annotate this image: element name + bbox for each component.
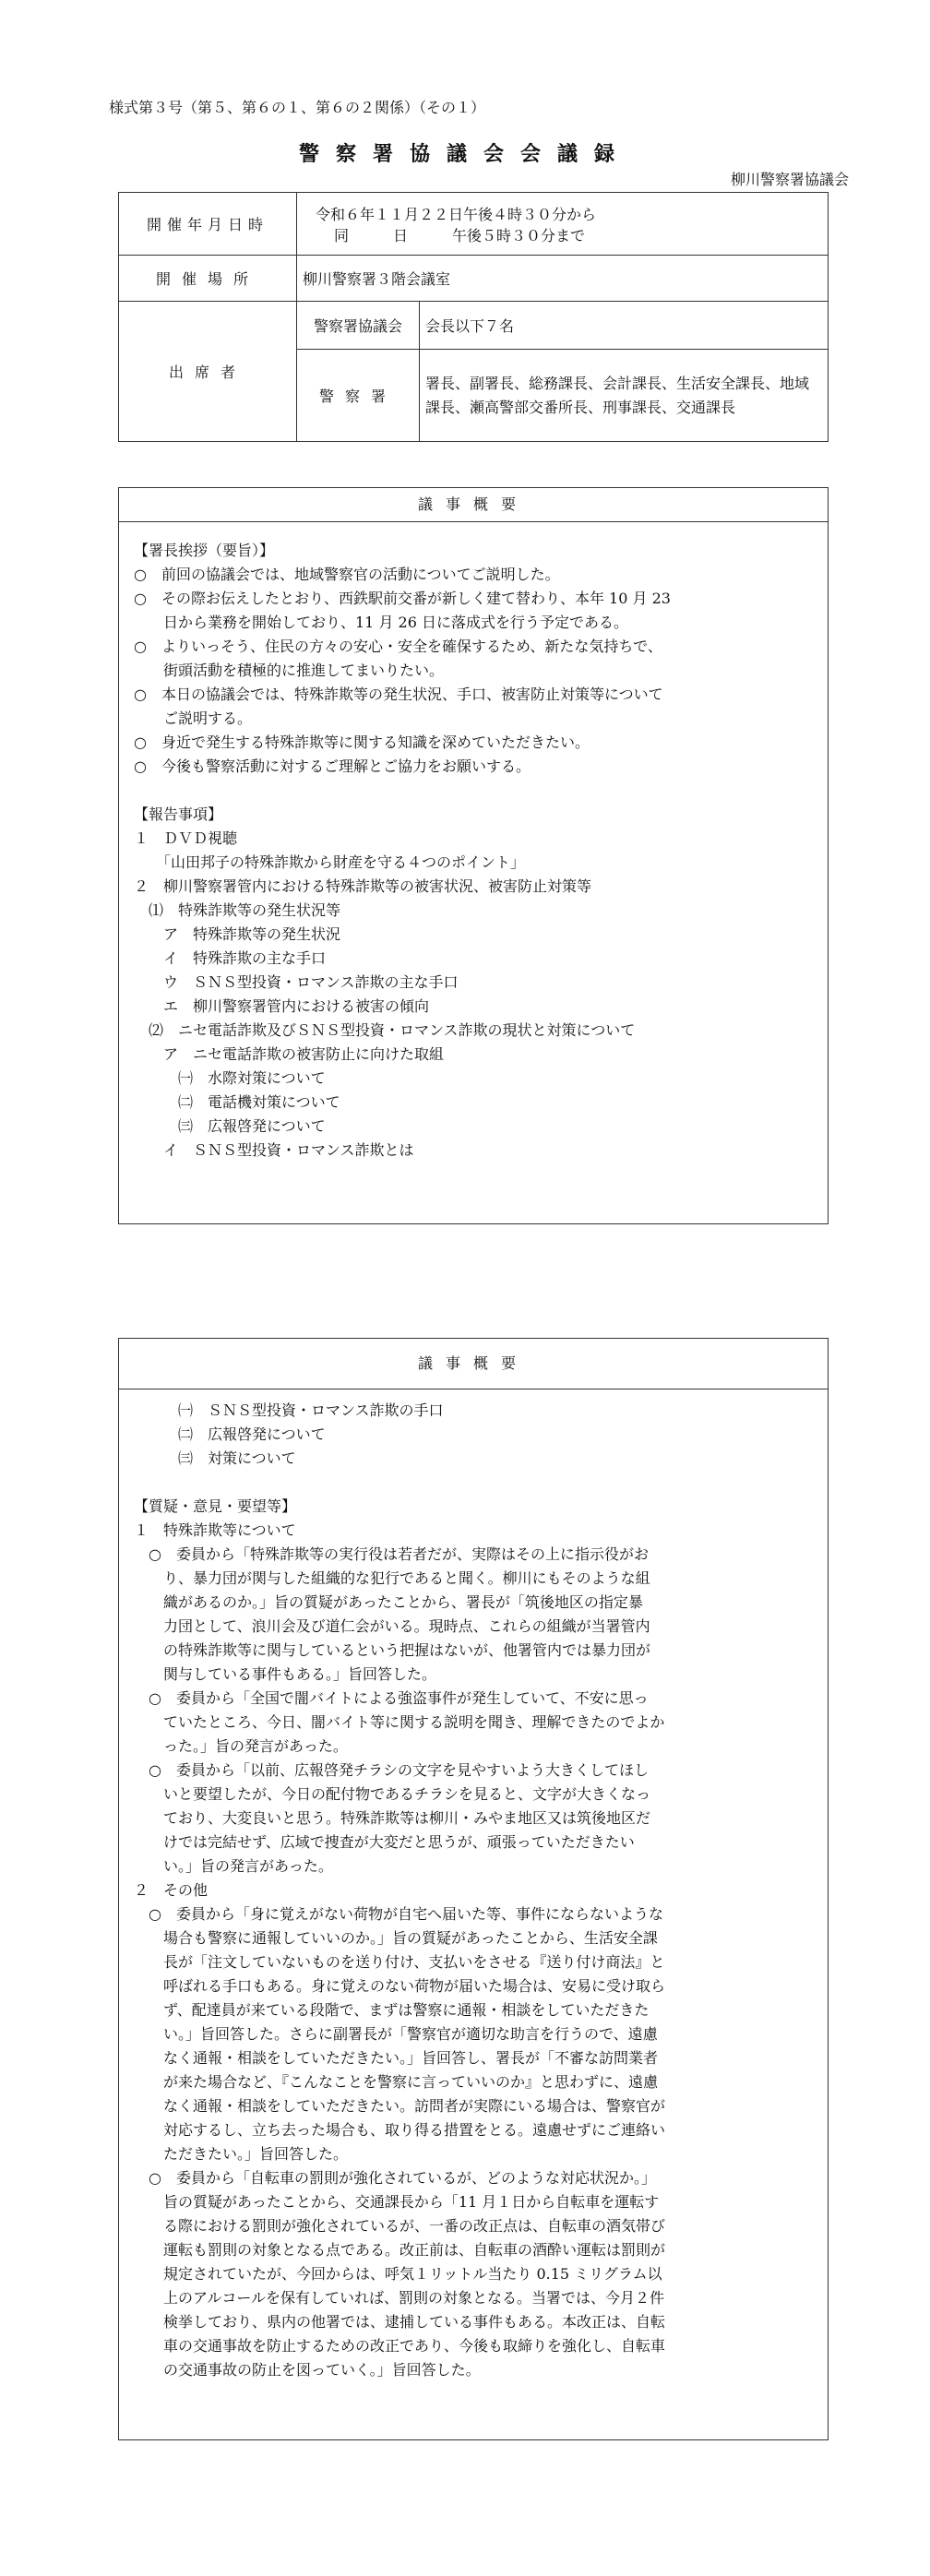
summary-line: 車の交通事故を防止するための改正であり、今後も取締りを強化し、自転車 [134, 2337, 666, 2355]
summary-line [134, 1471, 828, 1495]
summary-line: 上のアルコールを保有していれば、罰則の対象となる。当署では、今月２件 [134, 2289, 665, 2307]
summary-line: ア 特殊詐欺等の発生状況 [134, 925, 341, 943]
summary-line: ただきたい。」旨回答した。 [134, 2145, 349, 2163]
summary-line: る際における罰則が強化されているが、一番の改正点は、自転車の酒気帯び [134, 2217, 666, 2235]
summary-line: ○ 本日の協議会では、特殊詐欺等の発生状況、手口、被害防止対策等について [134, 686, 663, 703]
summary-line: ㈢ 広報啓発について [134, 1117, 326, 1135]
summary-line: ず、配達員が来ている段階で、まずは警察に通報・相談をしていただきた [134, 2001, 650, 2019]
summary-line: ご説明する。 [134, 710, 253, 727]
date-line-1: 令和６年１１月２２日午後４時３０分から [316, 205, 597, 223]
summary-line: ２ その他 [134, 1881, 209, 1899]
summary-line: い。」旨回答した。さらに副署長が「警察官が適切な助言を行うので、遠慮 [134, 2025, 658, 2043]
summary-line: い。」旨の発言があった。 [134, 1857, 333, 1875]
summary-line: の特殊詐欺等に関与しているという把握はないが、他署管内では暴力団が [134, 1641, 651, 1659]
summary-line: ⑵ ニセ電話詐欺及びＳＮＳ型投資・ロマンス詐欺の現状と対策について [134, 1021, 636, 1039]
summary-line: けでは完結せず、広域で捜査が大変だと思うが、頑張っていただきたい [134, 1833, 635, 1851]
date-label: 開催年月日時 [119, 193, 297, 256]
date-line-2: 同 日 午後５時３０分まで [334, 226, 586, 244]
summary-line: いと要望したが、今日の配付物であるチラシを見ると、文字が大きくなっ [134, 1785, 651, 1803]
summary-line: 場合も警察に通報していいのか。」旨の質疑があったことから、生活安全課 [134, 1929, 658, 1947]
summary-header-box-1 [118, 487, 829, 522]
summary-line: ㈡ 広報啓発について [134, 1425, 326, 1443]
summary-line: 【署長挨拶（要旨）】 [134, 542, 275, 559]
summary-line: 規定されていたが、今回からは、呼気１リットル当たり 0.15 ミリグラム以 [134, 2265, 662, 2283]
summary-line: 呼ばれる手口もある。身に覚えのない荷物が届いた場合は、安易に受け取ら [134, 1977, 666, 1995]
summary-line: 【報告事項】 [134, 805, 223, 823]
summary-line: ㈠ 水際対策について [134, 1069, 326, 1087]
summary-line [134, 779, 828, 803]
summary-line: ㈠ ＳＮＳ型投資・ロマンス詐欺の手口 [134, 1401, 444, 1419]
summary-line: イ ＳＮＳ型投資・ロマンス詐欺とは [134, 1141, 414, 1159]
document-title: 警察署協議会会議録 [298, 142, 631, 166]
summary-line: ㈢ 対策について [134, 1449, 296, 1467]
summary-line: ○ その際お伝えしたとおり、西鉄駅前交番が新しく建て替わり、本年 10 月 23 [134, 590, 671, 607]
place-label: 開催場所 [119, 256, 297, 302]
summary-line: ○ 前回の協議会では、地域警察官の活動についてご説明した。 [134, 566, 560, 583]
summary-line: ○ 委員から「以前、広報啓発チラシの文字を見やすいよう大きくしてほし [134, 1761, 649, 1779]
meeting-info-table [118, 192, 829, 442]
summary-line: 街頭活動を積極的に推進してまいりたい。 [134, 662, 445, 679]
place-value: 柳川警察署３階会議室 [297, 256, 829, 302]
summary-line: ○ 委員から「身に覚えがない荷物が自宅へ届いた等、事件にならないような [134, 1905, 663, 1923]
summary-line: 「山田邦子の特殊詐欺から財産を守る４つのポイント」 [134, 853, 526, 871]
council-label: 警察署協議会 [297, 302, 420, 350]
summary-line: ており、大変良いと思う。特殊詐欺等は柳川・みやま地区又は筑後地区だ [134, 1809, 651, 1827]
summary-header-box-2 [118, 1338, 829, 1389]
summary-line: った。」旨の発言があった。 [134, 1737, 348, 1755]
council-value: 会長以下７名 [420, 302, 829, 350]
summary-line: の交通事故の防止を図っていく。」旨回答した。 [134, 2361, 481, 2379]
summary-line: 力団として、浪川会及び道仁会がいる。現時点、これらの組織が当署管内 [134, 1617, 650, 1635]
summary-line: 旨の質疑があったことから、交通課長から「11 月１日から自転車を運転す [134, 2193, 660, 2211]
summary-line: ○ 委員から「自転車の罰則が強化されているが、どのような対応状況か。」 [134, 2169, 656, 2187]
form-number: 様式第３号（第５、第６の１、第６の２関係）（その１） [109, 99, 486, 116]
summary-line: ○ 委員から「特殊詐欺等の実行役は若者だが、実際はその上に指示役がお [134, 1545, 649, 1563]
summary-line: ていたところ、今日、闇バイト等に関する説明を聞き、理解できたのでよか [134, 1713, 665, 1731]
summary-line: １ 特殊詐欺等について [134, 1521, 296, 1539]
summary-line: なく通報・相談をしていただきたい。訪問者が実際にいる場合は、警察官が [134, 2097, 666, 2115]
police-label: 警察署 [297, 350, 420, 442]
summary-line: ○ 身近で発生する特殊詐欺等に関する知識を深めていただきたい。 [134, 733, 590, 751]
police-value: 署長、副署長、総務課長、会計課長、生活安全課長、地域課長、瀬高警部交番所長、刑事課長、交通課長 [420, 350, 829, 442]
summary-line: ウ ＳＮＳ型投資・ロマンス詐欺の主な手口 [134, 973, 459, 991]
summary-line: １ ＤＶＤ視聴 [134, 829, 238, 847]
summary-line: ア ニセ電話詐欺の被害防止に向けた取組 [134, 1045, 445, 1063]
council-name: 柳川警察署協議会 [730, 171, 849, 188]
attendees-label: 出席者 [119, 302, 297, 442]
summary-line: ㈡ 電話機対策について [134, 1093, 340, 1111]
summary-line: 日から業務を開始しており、11 月 26 日に落成式を行う予定である。 [134, 614, 628, 631]
summary-header-2: 議事概要 [417, 1354, 529, 1372]
summary-line: 織があるのか。」旨の質疑があったことから、署長が「筑後地区の指定暴 [134, 1593, 643, 1611]
summary-line: 長が「注文していないものを送り付け、支払いをさせる『送り付け商法』と [134, 1953, 665, 1971]
summary-line: 対応するし、立ち去った場合も、取り得る措置をとる。遠慮せずにご連絡い [134, 2121, 666, 2139]
summary-line: り、暴力団が関与した組織的な犯行であると聞く。柳川にもそのような組 [134, 1569, 650, 1587]
summary-line: 運転も罰則の対象となる点である。改正前は、自転車の酒酔い運転は罰則が [134, 2241, 666, 2259]
date-value [297, 193, 829, 256]
summary-line: イ 特殊詐欺の主な手口 [134, 949, 327, 967]
summary-header-1: 議事概要 [417, 495, 529, 513]
summary-line: が来た場合など、『こんなことを警察に言っていいのか』と思わずに、遠慮 [134, 2073, 659, 2091]
summary-line: エ 柳川警察署管内における被害の傾向 [134, 997, 430, 1015]
summary-line: 検挙しており、県内の他署では、逮捕している事件もある。本改正は、自転 [134, 2313, 666, 2331]
summary-line: なく通報・相談をしていただきたい。」旨回答し、署長が「不審な訪問業者 [134, 2049, 659, 2067]
summary-line: ○ 委員から「全国で闇バイトによる強盗事件が発生していて、不安に思っ [134, 1689, 649, 1707]
summary-line: ○ よりいっそう、住民の方々の安心・安全を確保するため、新たな気持ちで、 [134, 638, 662, 655]
summary-line: ⑴ 特殊詐欺等の発生状況等 [134, 901, 341, 919]
summary-line: 関与している事件もある。」旨回答した。 [134, 1665, 437, 1683]
summary-line: 【質疑・意見・要望等】 [134, 1497, 297, 1515]
summary-line: ２ 柳川警察署管内における特殊詐欺等の被害状況、被害防止対策等 [134, 877, 592, 895]
page1-summary-body [118, 521, 829, 1224]
page2-summary-body [118, 1389, 829, 2440]
summary-line: ○ 今後も警察活動に対するご理解とご協力をお願いする。 [134, 757, 531, 775]
